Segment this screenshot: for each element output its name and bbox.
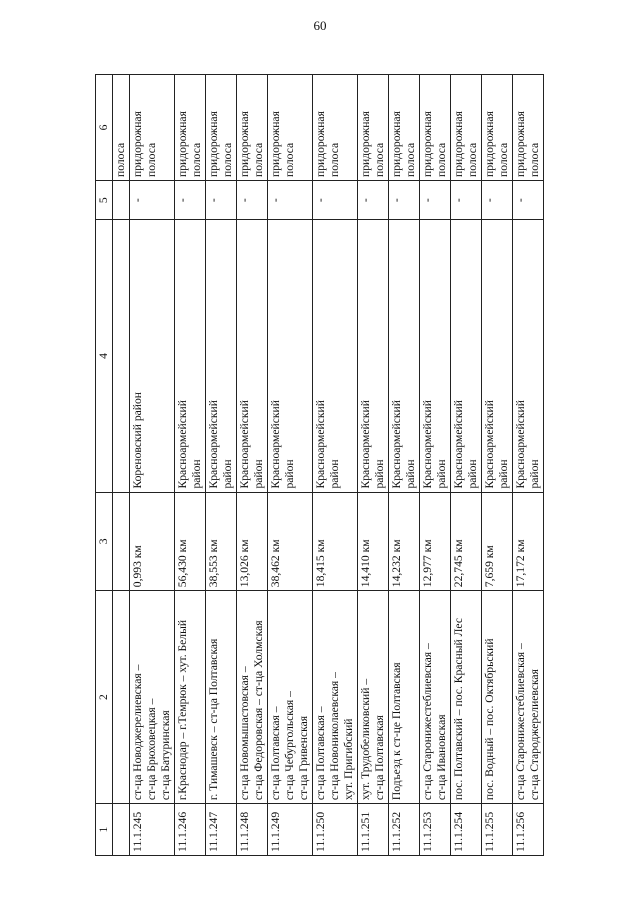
row-number: 11.1.253 xyxy=(420,804,451,856)
district-line: Красноармейский xyxy=(176,400,189,489)
district-line: район xyxy=(497,459,510,489)
road-length: 17,172 км xyxy=(513,492,544,591)
road-name-line: Подъезд к ст-це Полтавская xyxy=(390,662,403,801)
district-line: район xyxy=(435,459,448,489)
table-row xyxy=(420,75,451,856)
road-length: 22,745 км xyxy=(451,492,482,591)
row-number: 11.1.248 xyxy=(237,804,268,856)
zone-type xyxy=(206,75,237,181)
road-name-line: ст-ца Батуринская xyxy=(159,710,172,801)
district-line: Красноармейский xyxy=(421,400,434,489)
road-name xyxy=(482,591,513,804)
road-name-line: ст-ца Старонижестеблиевская – xyxy=(514,643,527,801)
zone-type-line: полоса xyxy=(221,142,234,177)
zone-type-line: придорожная xyxy=(483,111,496,177)
district xyxy=(358,220,389,492)
road-name-line: пос. Полтавский – пос. Красный Лес xyxy=(452,617,465,801)
district-line: Красноармейский xyxy=(390,400,403,489)
district xyxy=(482,220,513,492)
row-number: 11.1.246 xyxy=(175,804,206,856)
zone-type-line: полоса xyxy=(328,142,341,177)
road-name xyxy=(130,591,175,804)
zone-type-line: придорожная xyxy=(131,111,144,177)
table-row xyxy=(175,75,206,856)
header-cell: 6 xyxy=(96,75,113,181)
header-cell: 2 xyxy=(96,591,113,804)
zone-type xyxy=(313,75,358,181)
column-5-value: - xyxy=(420,180,451,219)
zone-type xyxy=(482,75,513,181)
table-row xyxy=(237,75,268,856)
road-name-line: ст-ца Чебургольская – xyxy=(283,691,296,801)
table-row xyxy=(451,75,482,856)
zone-type xyxy=(268,75,313,181)
table-cell xyxy=(113,180,130,219)
zone-type xyxy=(130,75,175,181)
zone-type-line: придорожная xyxy=(421,111,434,177)
column-5-value: - xyxy=(175,180,206,219)
continuation-row xyxy=(113,75,130,856)
district-line: Красноармейский xyxy=(269,400,282,489)
column-5-value: - xyxy=(389,180,420,219)
table-row xyxy=(358,75,389,856)
zone-type xyxy=(389,75,420,181)
district-line: Красноармейский xyxy=(238,400,251,489)
district-line: район xyxy=(328,459,341,489)
table-cell xyxy=(113,220,130,492)
district xyxy=(268,220,313,492)
row-number: 11.1.247 xyxy=(206,804,237,856)
table-row xyxy=(389,75,420,856)
road-name xyxy=(451,591,482,804)
road-name xyxy=(206,591,237,804)
district-line: район xyxy=(466,459,479,489)
table-row xyxy=(482,75,513,856)
table-row xyxy=(130,75,175,856)
road-length: 14,410 км xyxy=(358,492,389,591)
table-cell: полоса xyxy=(113,75,130,181)
zone-type xyxy=(420,75,451,181)
zone-type-line: придорожная xyxy=(207,111,220,177)
road-name xyxy=(313,591,358,804)
district-line: Кореновский район xyxy=(131,391,144,489)
zone-type-line: придорожная xyxy=(359,111,372,177)
header-cell: 4 xyxy=(96,220,113,492)
road-name-line: г.Краснодар – г.Темрюк – хут. Белый xyxy=(176,619,189,801)
road-length: 7,659 км xyxy=(482,492,513,591)
district xyxy=(175,220,206,492)
road-name xyxy=(389,591,420,804)
road-length: 38,462 км xyxy=(268,492,313,591)
road-length: 56,430 км xyxy=(175,492,206,591)
zone-type-line: придорожная xyxy=(514,111,527,177)
road-name-line: ст-ца Староджерелиевская xyxy=(528,669,541,801)
district-line: Красноармейский xyxy=(207,400,220,489)
road-length: 13,026 км xyxy=(237,492,268,591)
zone-type-line: придорожная xyxy=(390,111,403,177)
column-5-value: - xyxy=(268,180,313,219)
district-line: Красноармейский xyxy=(483,400,496,489)
zone-type-line: полоса xyxy=(466,142,479,177)
road-name-line: ст-ца Гривенская xyxy=(297,715,310,801)
district-line: район xyxy=(404,459,417,489)
road-table xyxy=(95,74,544,856)
zone-type-line: полоса xyxy=(435,142,448,177)
road-name-line: ст-ца Новоджерелиевская – xyxy=(131,664,144,801)
district-line: район xyxy=(252,459,265,489)
table-cell xyxy=(113,492,130,591)
zone-type xyxy=(175,75,206,181)
zone-type xyxy=(451,75,482,181)
road-length: 14,232 км xyxy=(389,492,420,591)
road-name-line: ст-ца Брюховецкая – xyxy=(145,698,158,801)
column-5-value: - xyxy=(513,180,544,219)
road-name-line: пос. Водный – пос. Октябрьский xyxy=(483,638,496,801)
column-5-value: - xyxy=(451,180,482,219)
zone-type-line: полоса xyxy=(373,142,386,177)
district xyxy=(206,220,237,492)
header-cell: 1 xyxy=(96,804,113,856)
zone-type-line: полоса xyxy=(497,142,510,177)
district-line: район xyxy=(528,459,541,489)
road-name xyxy=(513,591,544,804)
road-name-line: ст-ца Ивановская xyxy=(435,714,448,801)
header-cell: 5 xyxy=(96,180,113,219)
zone-type-line: придорожная xyxy=(176,111,189,177)
district-line: Красноармейский xyxy=(314,400,327,489)
column-5-value: - xyxy=(206,180,237,219)
zone-type xyxy=(237,75,268,181)
row-number: 11.1.252 xyxy=(389,804,420,856)
road-name-line: ст-ца Старонижестеблиевская – xyxy=(421,643,434,801)
header-cell: 3 xyxy=(96,492,113,591)
row-number: 11.1.256 xyxy=(513,804,544,856)
district xyxy=(313,220,358,492)
row-number: 11.1.255 xyxy=(482,804,513,856)
zone-type-line: полоса xyxy=(404,142,417,177)
road-name-line: хут. Трудобеликовский – xyxy=(359,678,372,801)
road-length: 38,553 км xyxy=(206,492,237,591)
district-line: Красноармейский xyxy=(359,400,372,489)
table-cell xyxy=(113,591,130,804)
zone-type-line: придорожная xyxy=(452,111,465,177)
road-name-line: г. Тимашевск – ст-ца Полтавская xyxy=(207,638,220,801)
zone-type-line: полоса xyxy=(528,142,541,177)
rotated-table-container xyxy=(95,74,595,856)
row-number: 11.1.245 xyxy=(130,804,175,856)
table-row xyxy=(313,75,358,856)
row-number: 11.1.251 xyxy=(358,804,389,856)
zone-type-line: придорожная xyxy=(314,111,327,177)
district-line: район xyxy=(373,459,386,489)
zone-type-line: полоса xyxy=(283,142,296,177)
road-name-line: ст-ца Полтавская – xyxy=(314,706,327,801)
table-row xyxy=(513,75,544,856)
road-name-line: ст-ца Новониколаевская – xyxy=(328,672,341,801)
table-row xyxy=(206,75,237,856)
road-name xyxy=(175,591,206,804)
zone-type-line: придорожная xyxy=(238,111,251,177)
zone-type-line: полоса xyxy=(252,142,265,177)
zone-type-line: полоса xyxy=(145,142,158,177)
road-name-line: ст-ца Полтавская – xyxy=(269,706,282,801)
road-name-line: ст-ца Новомышастовская – xyxy=(238,666,251,801)
row-number: 11.1.249 xyxy=(268,804,313,856)
district-line: район xyxy=(283,459,296,489)
district xyxy=(237,220,268,492)
column-5-value: - xyxy=(482,180,513,219)
road-length: 0,993 км xyxy=(130,492,175,591)
column-5-value: - xyxy=(237,180,268,219)
road-length: 12,977 км xyxy=(420,492,451,591)
table-cell xyxy=(113,804,130,856)
row-number: 11.1.254 xyxy=(451,804,482,856)
road-name xyxy=(237,591,268,804)
header-row xyxy=(96,75,113,856)
zone-type-line: придорожная xyxy=(269,111,282,177)
zone-type xyxy=(513,75,544,181)
district-line: район xyxy=(190,459,203,489)
road-name xyxy=(358,591,389,804)
district xyxy=(513,220,544,492)
road-name-line: ст-ца Федоровская – ст-ца Холмская xyxy=(252,620,265,801)
zone-type xyxy=(358,75,389,181)
district-line: Красноармейский xyxy=(452,400,465,489)
road-name xyxy=(268,591,313,804)
table-row xyxy=(268,75,313,856)
district xyxy=(420,220,451,492)
road-length: 18,415 км xyxy=(313,492,358,591)
district xyxy=(389,220,420,492)
road-name xyxy=(420,591,451,804)
page-number: 60 xyxy=(313,18,327,33)
zone-type-line: полоса xyxy=(190,142,203,177)
road-name-line: ст-ца Полтавская xyxy=(373,715,386,801)
column-5-value: - xyxy=(130,180,175,219)
column-5-value: - xyxy=(313,180,358,219)
row-number: 11.1.250 xyxy=(313,804,358,856)
road-name-line: хут. Пригибский xyxy=(342,718,355,801)
district-line: район xyxy=(221,459,234,489)
district-line: Красноармейский xyxy=(514,400,527,489)
column-5-value: - xyxy=(358,180,389,219)
district xyxy=(451,220,482,492)
district xyxy=(130,220,175,492)
